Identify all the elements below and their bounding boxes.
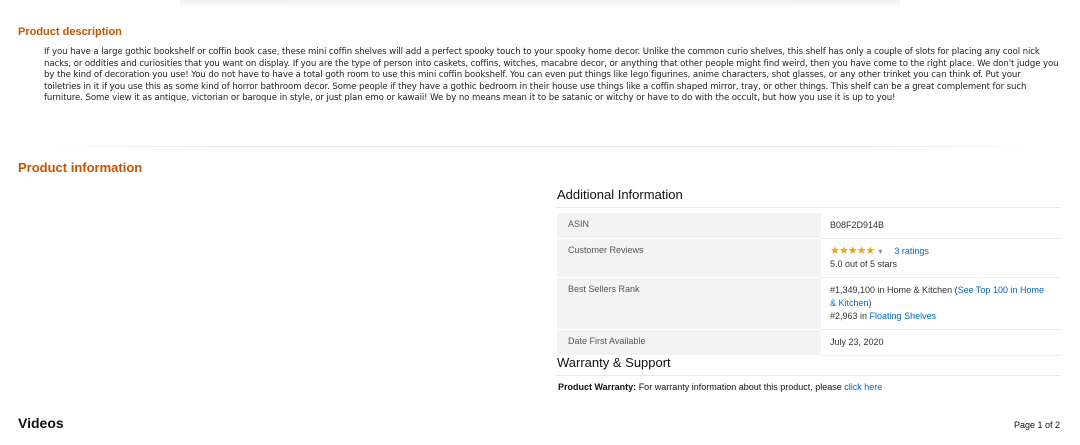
product-description-text: If you have a large gothic bookshelf or coffin book case, these mini coffin shelves will add a perfect spooky touch to your spooky home decor. Unlike the common curio shelves, this shelf has only a couple of slots for placing any cool nick nacks, or oddities and curiosities that you want on display. If you are the type of person into caskets, coffins, witches, macabre decor, or anything that other people might find weird, then you have come to the right place. We don't judge you by the kind of decoration you use! You do not have to have a total goth room to use this mini coffin bookshelf. You can even put things like lego figurines, anime characters, shot glasses, or any other trinket you can think of. Put your toiletries in it if you use this as some kind of horror bathroom decor. Some people if they have a gothic bedroom in their house use things like a coffin shaped mirror, tray, or other things. This shelf can be a great complement for such furniture. Some view it as antique, victorian or baroque in style, or just plan emo or kawaii! We by no means mean it to be satanic or witchy or have to do with the occult, but how you use it is up to you! xyxy=(44,47,1059,103)
star-icon[interactable]: ★★★★★ xyxy=(830,245,875,257)
rating-score: 5.0 out of 5 stars xyxy=(830,259,898,269)
videos-heading: Videos xyxy=(18,415,64,431)
asin-value: B08F2D914B xyxy=(821,213,1061,239)
best-sellers-rank-label: Best Sellers Rank xyxy=(557,278,821,330)
see-top-100-link[interactable]: See Top 100 in Home & Kitchen xyxy=(830,285,1044,308)
top-shadow xyxy=(180,0,900,8)
chevron-down-icon[interactable]: ▾ xyxy=(878,247,883,256)
rank-floating-shelves: #2,963 in xyxy=(830,311,870,321)
warranty-rule xyxy=(557,375,1061,376)
additional-info-rule xyxy=(557,207,1061,208)
table-row-asin xyxy=(557,213,1061,239)
section-divider xyxy=(18,146,1062,147)
table-row-rank xyxy=(557,278,1061,330)
date-first-available-label: Date First Available xyxy=(557,330,821,356)
warranty-text: For warranty information about this product, please xyxy=(636,382,845,392)
rank-paren-close: ) xyxy=(868,298,872,308)
customer-reviews-value xyxy=(821,239,1061,278)
warranty-label: Product Warranty: xyxy=(558,382,637,392)
best-sellers-rank-value xyxy=(821,278,1061,330)
product-information-heading: Product information xyxy=(18,160,143,175)
additional-info-table xyxy=(557,213,1061,356)
ratings-link[interactable]: 3 ratings xyxy=(894,246,929,256)
table-row-reviews xyxy=(557,239,1061,278)
customer-reviews-label: Customer Reviews xyxy=(557,239,821,278)
floating-shelves-link[interactable]: Floating Shelves xyxy=(869,311,937,321)
page-indicator: Page 1 of 2 xyxy=(1013,420,1060,430)
rank-home-kitchen: #1,349,100 in Home & Kitchen ( xyxy=(830,285,958,295)
product-description-heading: Product description xyxy=(18,26,122,38)
date-first-available-value: July 23, 2020 xyxy=(821,330,1061,356)
additional-information-heading: Additional Information xyxy=(557,187,683,202)
asin-label: ASIN xyxy=(557,213,821,239)
table-row-date xyxy=(557,330,1061,356)
warranty-click-here-link[interactable]: click here xyxy=(844,382,883,392)
warranty-support-heading: Warranty & Support xyxy=(557,355,671,370)
warranty-info xyxy=(558,382,882,392)
